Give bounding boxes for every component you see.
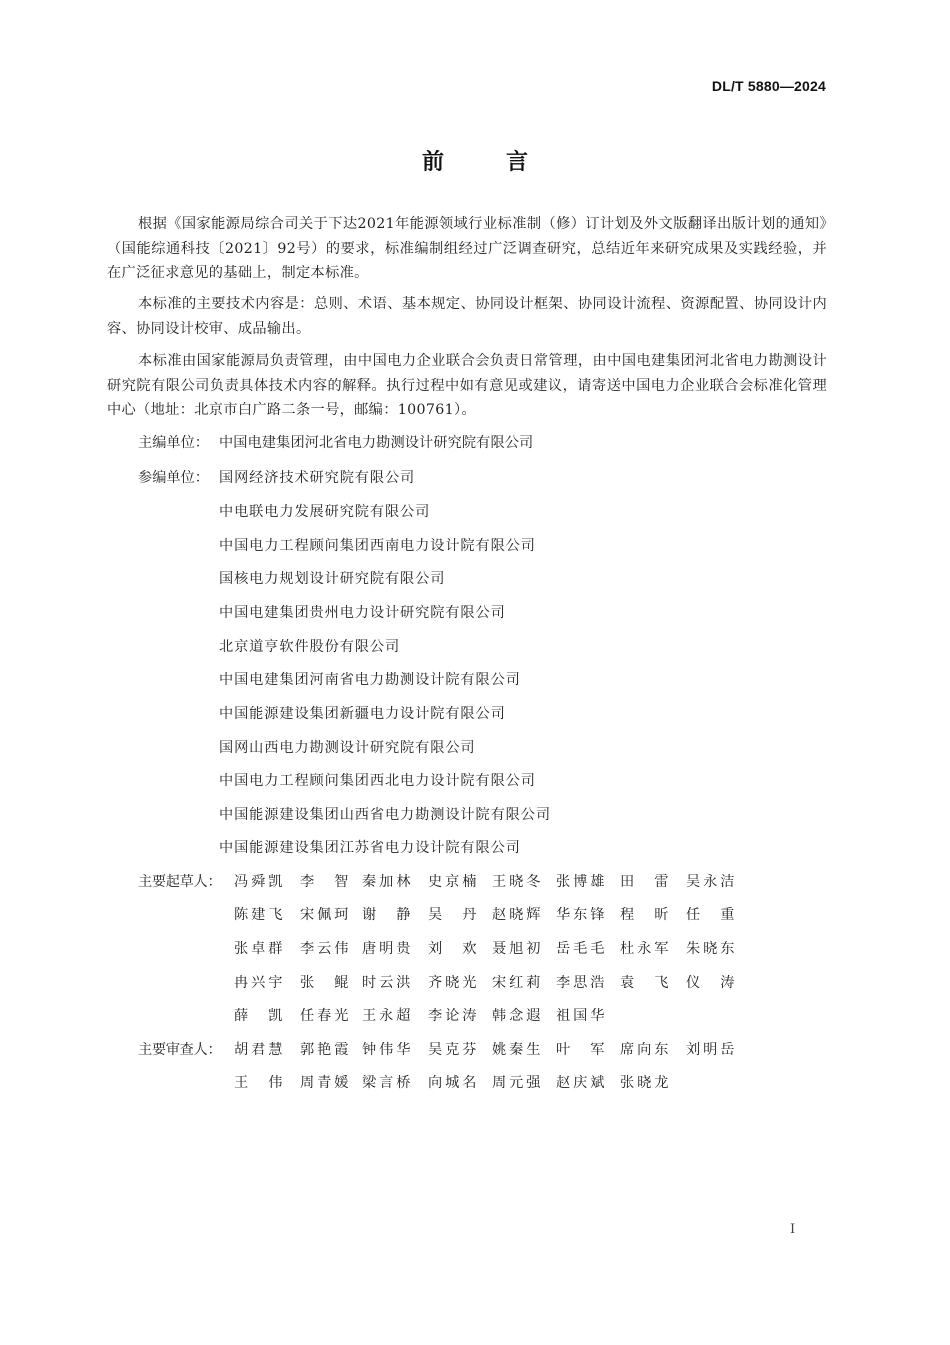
reviewer-name: 梁言桥	[362, 1075, 410, 1091]
paragraph-basis: 根据《国家能源局综合司关于下达2021年能源领域行业标准制（修）订计划及外文版翻译出版计划的通知》（国能综通科技〔2021〕92号）的要求，标准编制组经过广泛调查研究，总结近年来研究成果及实践经验，并在广泛征求意见的基础上，制定本标准。	[107, 216, 827, 281]
drafter-name: 吴永洁	[686, 874, 734, 890]
drafter-name: 聂旭初	[492, 941, 540, 957]
reviewer-name: 刘明岳	[686, 1042, 734, 1058]
reviewer-name: 张晓龙	[620, 1075, 668, 1091]
drafter-name: 王晓冬	[492, 874, 540, 890]
chief-editor-label: 主编单位：	[138, 435, 209, 451]
participating-org: 国网山西电力勘测设计研究院有限公司	[219, 740, 476, 756]
drafter-name: 史京楠	[428, 874, 476, 890]
drafter-name: 冯舜凯	[234, 874, 282, 890]
participating-org: 中国电力工程顾问集团西北电力设计院有限公司	[219, 773, 536, 789]
participating-org: 中国能源建设集团新疆电力设计院有限公司	[219, 706, 506, 722]
drafter-name: 张博雄	[556, 874, 604, 890]
drafter-name: 唐明贵	[362, 941, 410, 957]
drafter-name: 刘 欢	[428, 941, 476, 957]
reviewer-name: 周青媛	[300, 1075, 348, 1091]
participating-org: 中电联电力发展研究院有限公司	[219, 504, 431, 520]
drafter-name: 程 昕	[620, 907, 668, 923]
reviewer-name: 郭艳霞	[300, 1042, 348, 1058]
drafter-name: 王永超	[362, 1008, 410, 1024]
drafter-name: 岳毛毛	[556, 941, 604, 957]
drafter-name: 薛 凯	[234, 1008, 282, 1024]
participating-org: 中国电建集团河南省电力勘测设计院有限公司	[219, 672, 521, 688]
drafter-name: 李云伟	[300, 941, 348, 957]
drafter-name: 吴 丹	[428, 907, 476, 923]
drafter-name: 陈建飞	[234, 907, 282, 923]
reviewer-name: 吴克芬	[428, 1042, 476, 1058]
drafter-name: 张 鲲	[300, 975, 348, 991]
drafter-name: 韩念遐	[492, 1008, 540, 1024]
drafter-name: 齐晓光	[428, 975, 476, 991]
drafter-name: 朱晓东	[686, 941, 734, 957]
participating-label: 参编单位：	[138, 470, 209, 486]
standard-code: DL/T 5880—2024	[711, 78, 826, 94]
title-char-2: 言	[506, 150, 529, 175]
chief-editor-value: 中国电建集团河北省电力勘测设计研究院有限公司	[219, 435, 534, 451]
drafter-name: 秦加林	[362, 874, 410, 890]
reviewers-label: 主要审查人：	[138, 1042, 222, 1058]
participating-org: 国核电力规划设计研究院有限公司	[219, 571, 446, 587]
drafter-name: 袁 飞	[620, 975, 668, 991]
paragraph-content: 本标准的主要技术内容是：总则、术语、基本规定、协同设计框架、协同设计流程、资源配置、协同设计内容、协同设计校审、成品输出。	[107, 296, 827, 337]
drafter-name: 任春光	[300, 1008, 348, 1024]
reviewer-name: 席向东	[620, 1042, 668, 1058]
drafter-name: 张卓群	[234, 941, 282, 957]
paragraph-management: 本标准由国家能源局负责管理，由中国电力企业联合会负责日常管理，由中国电建集团河北省电力勘测设计研究院有限公司负责具体技术内容的解释。执行过程中如有意见或建议，请寄送中国电力企业联合会标准化管理中心（地址：北京市白广路二条一号，邮编：100761）。	[107, 353, 827, 418]
drafter-name: 宋红莉	[492, 975, 540, 991]
reviewer-name: 钟伟华	[362, 1042, 410, 1058]
participating-org: 北京道亨软件股份有限公司	[219, 639, 401, 655]
drafter-name: 祖国华	[556, 1008, 604, 1024]
reviewer-name: 王 伟	[234, 1075, 282, 1091]
page-number: I	[790, 1222, 796, 1237]
title-char-1: 前	[421, 150, 444, 175]
reviewer-name: 叶 军	[556, 1042, 604, 1058]
drafter-name: 赵晓辉	[492, 907, 540, 923]
drafter-name: 宋佩珂	[300, 907, 348, 923]
drafter-name: 李 智	[300, 874, 348, 890]
reviewer-name: 姚秦生	[492, 1042, 540, 1058]
drafter-name: 李论涛	[428, 1008, 476, 1024]
participating-org: 中国电力工程顾问集团西南电力设计院有限公司	[219, 538, 536, 554]
page-title	[0, 145, 950, 176]
drafter-name: 田 雷	[620, 874, 668, 890]
drafter-name: 时云洪	[362, 975, 410, 991]
reviewer-name: 周元强	[492, 1075, 540, 1091]
drafter-name: 仪 涛	[686, 975, 734, 991]
participating-org: 中国能源建设集团山西省电力勘测设计院有限公司	[219, 807, 551, 823]
drafter-name: 李思浩	[556, 975, 604, 991]
reviewer-name: 赵庆斌	[556, 1075, 604, 1091]
participating-org: 中国能源建设集团江苏省电力设计院有限公司	[219, 840, 521, 856]
chief-editor-row	[138, 433, 533, 453]
participating-org: 中国电建集团贵州电力设计研究院有限公司	[219, 605, 506, 621]
drafter-name: 谢 静	[362, 907, 410, 923]
drafter-name: 任 重	[686, 907, 734, 923]
drafter-name: 华东锋	[556, 907, 604, 923]
drafter-name: 杜永军	[620, 941, 668, 957]
reviewer-name: 胡君慧	[234, 1042, 282, 1058]
drafter-name: 冉兴宇	[234, 975, 282, 991]
participating-org: 国网经济技术研究院有限公司	[219, 470, 416, 486]
reviewer-name: 向城名	[428, 1075, 476, 1091]
drafters-label: 主要起草人：	[138, 874, 222, 890]
